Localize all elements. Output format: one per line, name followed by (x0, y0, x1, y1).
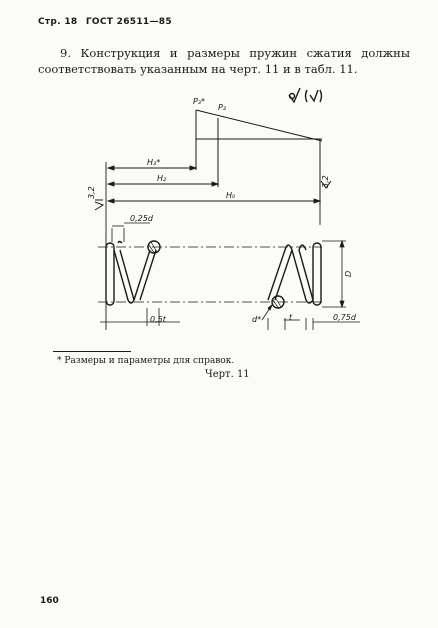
label-p2: P₂ (218, 103, 227, 112)
standard-number: ГОСТ 26511—85 (85, 17, 172, 27)
label-h0: H₀ (226, 191, 236, 200)
label-diameter-D: D (344, 270, 353, 277)
footnote-rule (53, 351, 131, 352)
page-reference: Стр. 18 (38, 17, 78, 27)
label-h2: H₂ (157, 174, 167, 183)
label-t: t (289, 313, 293, 322)
label-d-star: d* (252, 315, 262, 324)
footnote: * Размеры и параметры для справок. (57, 356, 235, 366)
label-075d: 0,75d (333, 313, 356, 322)
label-h3: H₃* (147, 158, 161, 167)
drawing-caption: Черт. 11 (205, 369, 250, 380)
label-roughness-left: 3,2 (87, 186, 96, 199)
label-05t: 0,5t (150, 315, 166, 324)
label-p3: P₃* (193, 97, 206, 106)
label-025d: 0,25d (130, 214, 153, 223)
requirement-paragraph: 9. Конструкция и размеры пружин сжатия должны соответствовать указанным на черт. 11 и в табл. 11. (38, 46, 410, 76)
label-roughness-right: 3,2 (321, 175, 330, 188)
page-number: 160 (40, 596, 59, 606)
